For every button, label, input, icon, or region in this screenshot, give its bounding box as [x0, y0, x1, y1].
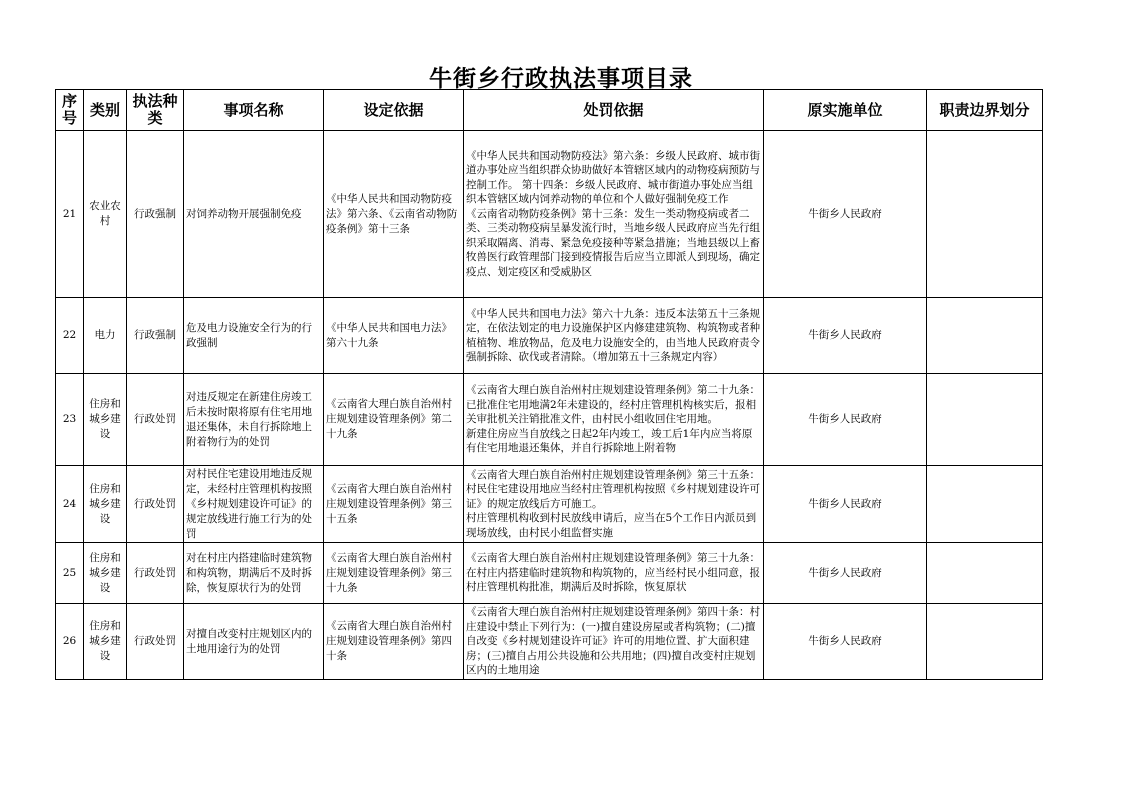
cell-type: 行政处罚	[127, 543, 184, 604]
table-row	[56, 131, 1043, 298]
cell-type: 行政强制	[127, 131, 184, 298]
cell-no: 22	[56, 298, 84, 374]
header-row	[56, 90, 1043, 131]
cell-name: 对违反规定在新建住房竣工后未按时限将原有住宅用地退还集体，未自行拆除地上附着物行为的处罚	[184, 374, 324, 466]
cell-basis: 《云南省大理白族自治州村庄规划建设管理条例》第四十条	[324, 604, 464, 680]
table-row	[56, 604, 1043, 680]
header-no: 序号	[56, 90, 84, 131]
cell-category: 农业农村	[84, 131, 127, 298]
cell-boundary	[927, 604, 1043, 680]
cell-name: 对擅自改变村庄规划区内的土地用途行为的处罚	[184, 604, 324, 680]
cell-no: 21	[56, 131, 84, 298]
cell-category: 住房和城乡建设	[84, 604, 127, 680]
cell-name: 危及电力设施安全行为的行政强制	[184, 298, 324, 374]
cell-type: 行政处罚	[127, 466, 184, 543]
cell-basis: 《云南省大理白族自治州村庄规划建设管理条例》第二十九条	[324, 374, 464, 466]
cell-basis: 《中华人民共和国电力法》第六十九条	[324, 298, 464, 374]
cell-basis: 《云南省大理白族自治州村庄规划建设管理条例》第三十五条	[324, 466, 464, 543]
cell-boundary	[927, 298, 1043, 374]
page-title: 牛街乡行政执法事项目录	[429, 66, 693, 92]
table-row	[56, 298, 1043, 374]
cell-boundary	[927, 374, 1043, 466]
header-type: 执法种类	[127, 90, 184, 131]
cell-unit: 牛街乡人民政府	[764, 543, 927, 604]
table-row	[56, 374, 1043, 466]
cell-name: 对在村庄内搭建临时建筑物和构筑物，期满后不及时拆除，恢复原状行为的处罚	[184, 543, 324, 604]
header-name: 事项名称	[184, 90, 324, 131]
cell-penalty: 《云南省大理白族自治州村庄规划建设管理条例》第四十条：村庄建设中禁止下列行为：(一)擅自建设房屋或者构筑物；(二)擅自改变《乡村规划建设许可证》许可的用地位置、扩大面积建房；(三)擅自占用公共设施和公共用地；(四)擅自改变村庄规划区内的土地用途	[464, 604, 764, 680]
cell-category: 住房和城乡建设	[84, 466, 127, 543]
header-category: 类别	[84, 90, 127, 131]
cell-type: 行政处罚	[127, 374, 184, 466]
cell-boundary	[927, 543, 1043, 604]
header-basis: 设定依据	[324, 90, 464, 131]
cell-type: 行政处罚	[127, 604, 184, 680]
cell-name: 对饲养动物开展强制免疫	[184, 131, 324, 298]
cell-unit: 牛街乡人民政府	[764, 374, 927, 466]
cell-unit: 牛街乡人民政府	[764, 466, 927, 543]
cell-no: 26	[56, 604, 84, 680]
cell-boundary	[927, 131, 1043, 298]
cell-penalty: 《云南省大理白族自治州村庄规划建设管理条例》第二十九条：已批准住宅用地满2年未建设的，经村庄管理机构核实后，报相关审批机关注销批准文件，由村民小组收回住宅用地。 新建住房应当自放线之日起2年内竣工，竣工后1年内应当将原有住宅用地退还集体，并自行拆除地上附着物	[464, 374, 764, 466]
enforcement-table	[55, 89, 1043, 680]
cell-no: 24	[56, 466, 84, 543]
cell-basis: 《中华人民共和国动物防疫法》第六条、《云南省动物防疫条例》第十三条	[324, 131, 464, 298]
cell-name: 对村民住宅建设用地违反规定，未经村庄管理机构按照《乡村规划建设许可证》的规定放线进行施工行为的处罚	[184, 466, 324, 543]
cell-category: 电力	[84, 298, 127, 374]
table-row	[56, 543, 1043, 604]
cell-boundary	[927, 466, 1043, 543]
cell-unit: 牛街乡人民政府	[764, 131, 927, 298]
cell-penalty: 《中华人民共和国动物防疫法》第六条：乡级人民政府、城市街道办事处应当组织群众协助做好本管辖区域内的动物疫病预防与控制工作。 第十四条：乡级人民政府、城市街道办事处应当组织本管辖区域内饲养动物的单位和个人做好强制免疫工作 《云南省动物防疫条例》第十三条：发生一类动物疫病或者二类、三类动物疫病呈暴发流行时，当地乡级人民政府应当先行组织采取隔离、消毒、紧急免疫接种等紧急措施；当地县级以上畜牧兽医行政管理部门接到疫情报告后应当立即派人到现场，确定疫点、划定疫区和受威胁区	[464, 131, 764, 298]
cell-basis: 《云南省大理白族自治州村庄规划建设管理条例》第三十九条	[324, 543, 464, 604]
cell-no: 25	[56, 543, 84, 604]
header-boundary: 职责边界划分	[927, 90, 1043, 131]
cell-unit: 牛街乡人民政府	[764, 298, 927, 374]
header-unit: 原实施单位	[764, 90, 927, 131]
cell-category: 住房和城乡建设	[84, 374, 127, 466]
table-row	[56, 466, 1043, 543]
cell-penalty: 《云南省大理白族自治州村庄规划建设管理条例》第三十九条：在村庄内搭建临时建筑物和构筑物的，应当经村民小组同意，报村庄管理机构批准，期满后及时拆除，恢复原状	[464, 543, 764, 604]
header-penalty: 处罚依据	[464, 90, 764, 131]
cell-type: 行政强制	[127, 298, 184, 374]
cell-penalty: 《中华人民共和国电力法》第六十九条：违反本法第五十三条规定，在依法划定的电力设施保护区内修建建筑物、构筑物或者种植植物、堆放物品，危及电力设施安全的，由当地人民政府责令强制拆除、砍伐或者清除。（增加第五十三条规定内容）	[464, 298, 764, 374]
cell-no: 23	[56, 374, 84, 466]
cell-unit: 牛街乡人民政府	[764, 604, 927, 680]
cell-category: 住房和城乡建设	[84, 543, 127, 604]
cell-penalty: 《云南省大理白族自治州村庄规划建设管理条例》第三十五条：村民住宅建设用地应当经村庄管理机构按照《乡村规划建设许可证》的规定放线后方可施工。 村庄管理机构收到村民放线申请后，应当在5个工作日内派员到现场放线，由村民小组监督实施	[464, 466, 764, 543]
